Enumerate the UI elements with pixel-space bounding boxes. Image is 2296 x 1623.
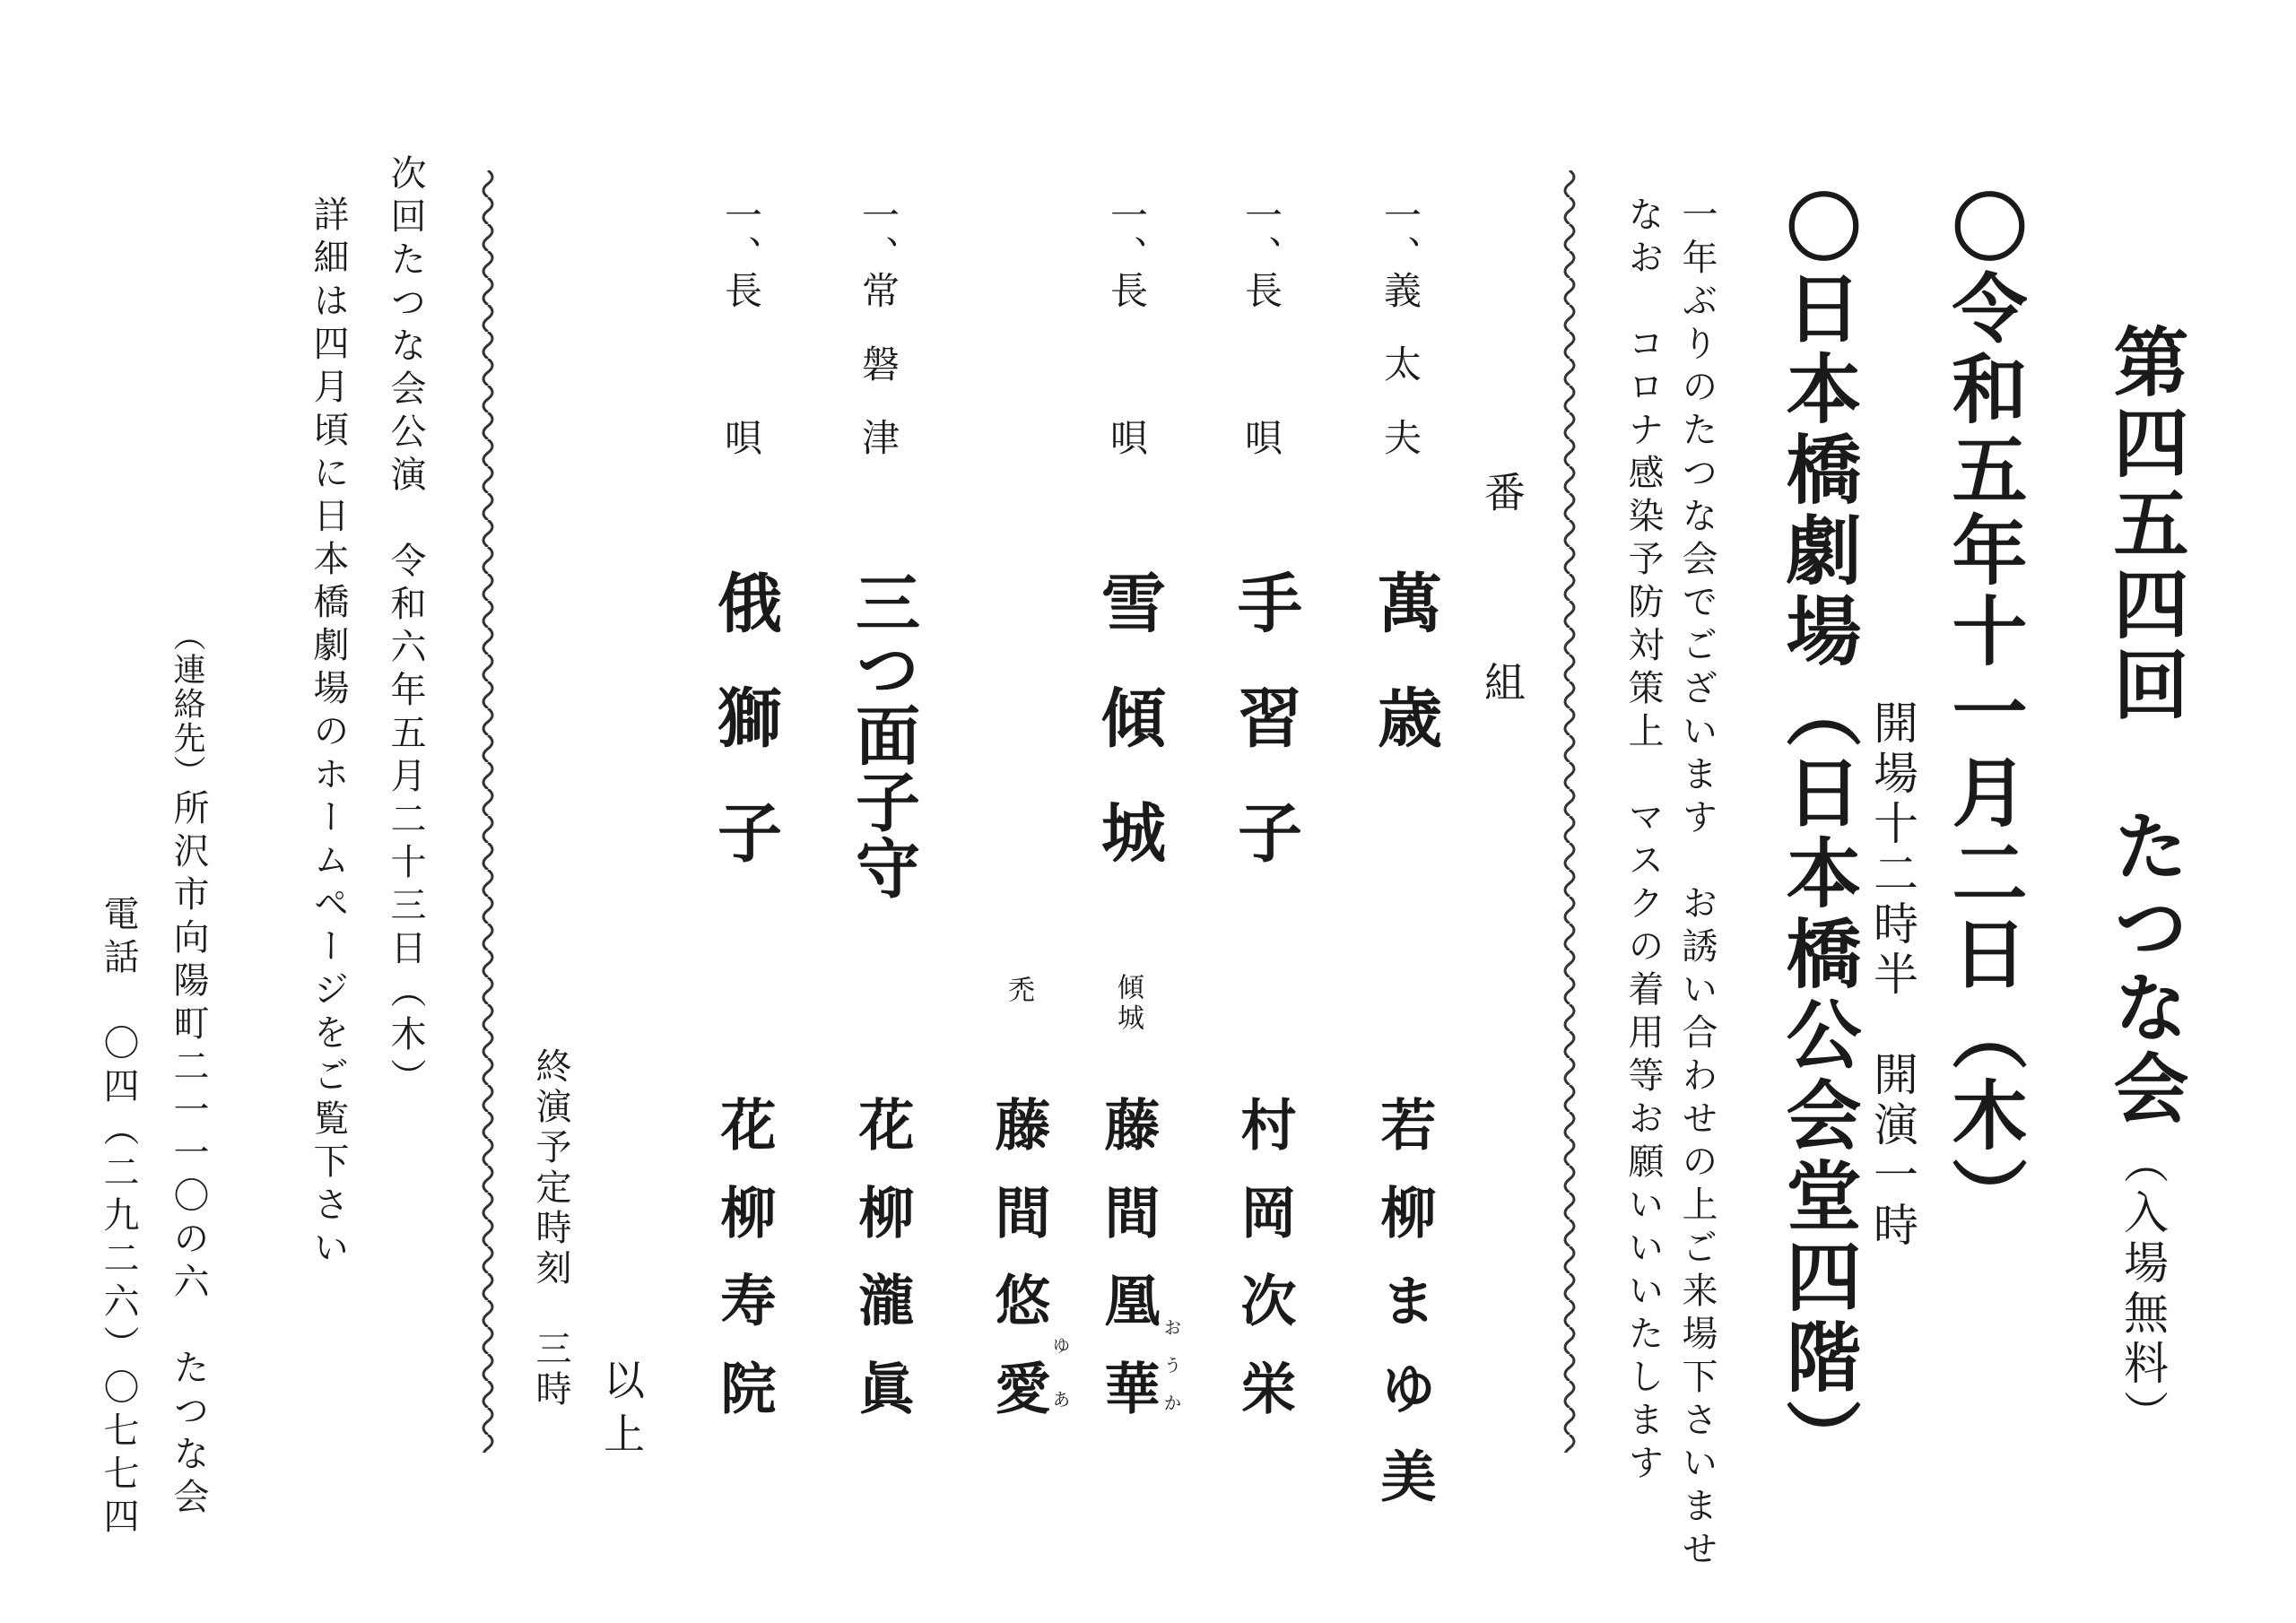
item-performer: 花柳寿院 [711, 1096, 777, 1447]
item-role-2: 禿 [1003, 976, 1034, 1002]
item-genre: 長 唄 [1105, 271, 1149, 491]
item-genre: 長 唄 [1239, 271, 1283, 491]
item-bullet: 一、 [857, 195, 900, 274]
item-performer: 若柳まゆ美 [1371, 1096, 1437, 1535]
contact-address: 所沢市向陽町二一一〇の六 たつな会 [168, 789, 209, 1521]
item-role-1: 傾城 [1112, 973, 1144, 1034]
item-title: 手習子 [1227, 569, 1303, 914]
item-bullet: 一、 [719, 195, 763, 274]
item-bullet: 一、 [1378, 195, 1422, 274]
item-title: 三つ面子守 [845, 569, 921, 901]
next-details: 詳細は四月頃に日本橋劇場のホームページをご覧下さい [308, 195, 349, 1271]
item-genre: 義太夫 [1378, 271, 1422, 491]
wavy-divider-right [1559, 170, 1580, 1453]
item-performer-2: 藤間悠愛 [986, 1096, 1051, 1447]
item-performer-1: 藤間凰華 [1095, 1096, 1161, 1447]
item-performer: 花柳瀧眞 [849, 1096, 915, 1447]
notice-line-1: 一年ぶりのたつな会でございます お誘い合わせの上ご来場下さいませ [1676, 195, 1718, 1573]
admission-note: （入場無料） [2117, 1139, 2169, 1440]
wavy-divider-left [477, 170, 499, 1453]
item-title: 雪傾城 [1091, 569, 1167, 914]
closing-mark: 以上 [597, 1358, 646, 1466]
item-performer: 村岡次栄 [1231, 1096, 1297, 1447]
event-title: 第四五四回 たつな会 [2101, 323, 2190, 1130]
event-date: 〇令和五年十一月二日（木） [1940, 188, 2029, 1237]
program-heading: 番 組 [1478, 471, 1526, 756]
item-title: 萬歳 [1367, 569, 1443, 799]
item-genre: 長 唄 [719, 271, 763, 491]
item-bullet: 一、 [1239, 195, 1283, 274]
notice-line-2: なお コロナ感染予防対策上 マスクの着用等お願いいいたします [1622, 195, 1664, 1487]
contact-label: （連絡先） [169, 619, 205, 789]
item-title: 俄獅子 [707, 569, 783, 914]
event-venue: 〇日本橋劇場（日本橋公会堂四階） [1774, 188, 1863, 1480]
end-time: 終演予定時刻 三時 [530, 1047, 571, 1410]
next-performance: 次回たつな会公演 令和六年五月二十三日（木） [385, 154, 426, 1101]
item-genre: 常磐津 [857, 271, 900, 491]
event-times: 開場十二時半 開演一時 [1866, 699, 1918, 1252]
item-ruby-2: ゆあ [1049, 1336, 1071, 1444]
item-ruby-1: おうか [1161, 1318, 1182, 1431]
contact-phone: 電話 〇四（二九二六）〇七七四 [98, 895, 139, 1541]
item-bullet: 一、 [1105, 195, 1149, 274]
